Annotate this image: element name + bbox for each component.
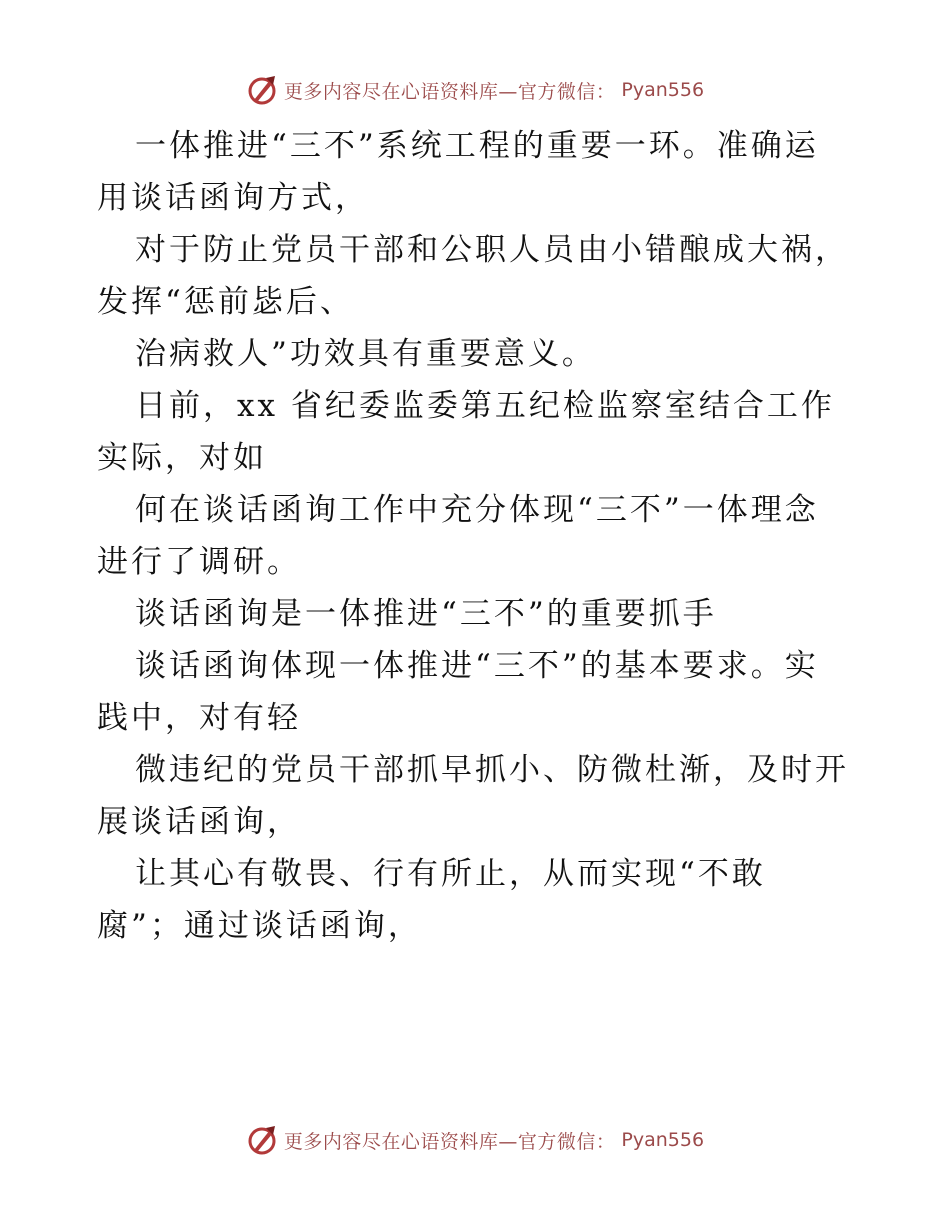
text-line: 微违纪的党员干部抓早抓小、防微杜渐，及时开	[135, 752, 849, 788]
watermark-wechat-id: Pyan556	[621, 1129, 705, 1151]
watermark-wechat-id: Pyan556	[621, 79, 705, 101]
watermark-text: 更多内容尽在心语资料库—官方微信：	[283, 80, 616, 103]
text-line: 治病救人”功效具有重要意义。	[135, 336, 596, 372]
text-line: 腐”；通过谈话函询，	[97, 908, 422, 944]
footer-watermark	[0, 1120, 950, 1160]
text-line: 发挥“惩前毖后、	[97, 284, 354, 320]
text-line: 日前，xx 省纪委监委第五纪检监察室结合工作	[135, 388, 835, 424]
text-line: 何在谈话函询工作中充分体现“三不”一体理念	[135, 492, 819, 528]
text-line: 谈话函询体现一体推进“三不”的基本要求。实	[135, 648, 819, 684]
document-body	[97, 120, 857, 952]
text-line: 用谈话函询方式，	[97, 180, 369, 216]
text-line: 对于防止党员干部和公职人员由小错酿成大祸，	[135, 232, 849, 268]
text-line: 展谈话函询，	[97, 804, 301, 840]
text-line: 践中，对有轻	[97, 700, 301, 736]
section-heading: 谈话函询是一体推进“三不”的重要抓手	[135, 596, 717, 632]
text-line: 一体推进“三不”系统工程的重要一环。准确运	[135, 128, 819, 164]
red-quill-seal-icon	[246, 1124, 278, 1156]
watermark-text: 更多内容尽在心语资料库—官方微信：	[283, 1130, 616, 1153]
header-watermark	[0, 70, 950, 110]
text-line: 让其心有敬畏、行有所止，从而实现“不敢	[135, 856, 766, 892]
text-line: 实际，对如	[97, 440, 267, 476]
red-quill-seal-icon	[246, 74, 278, 106]
text-line: 进行了调研。	[97, 544, 301, 580]
